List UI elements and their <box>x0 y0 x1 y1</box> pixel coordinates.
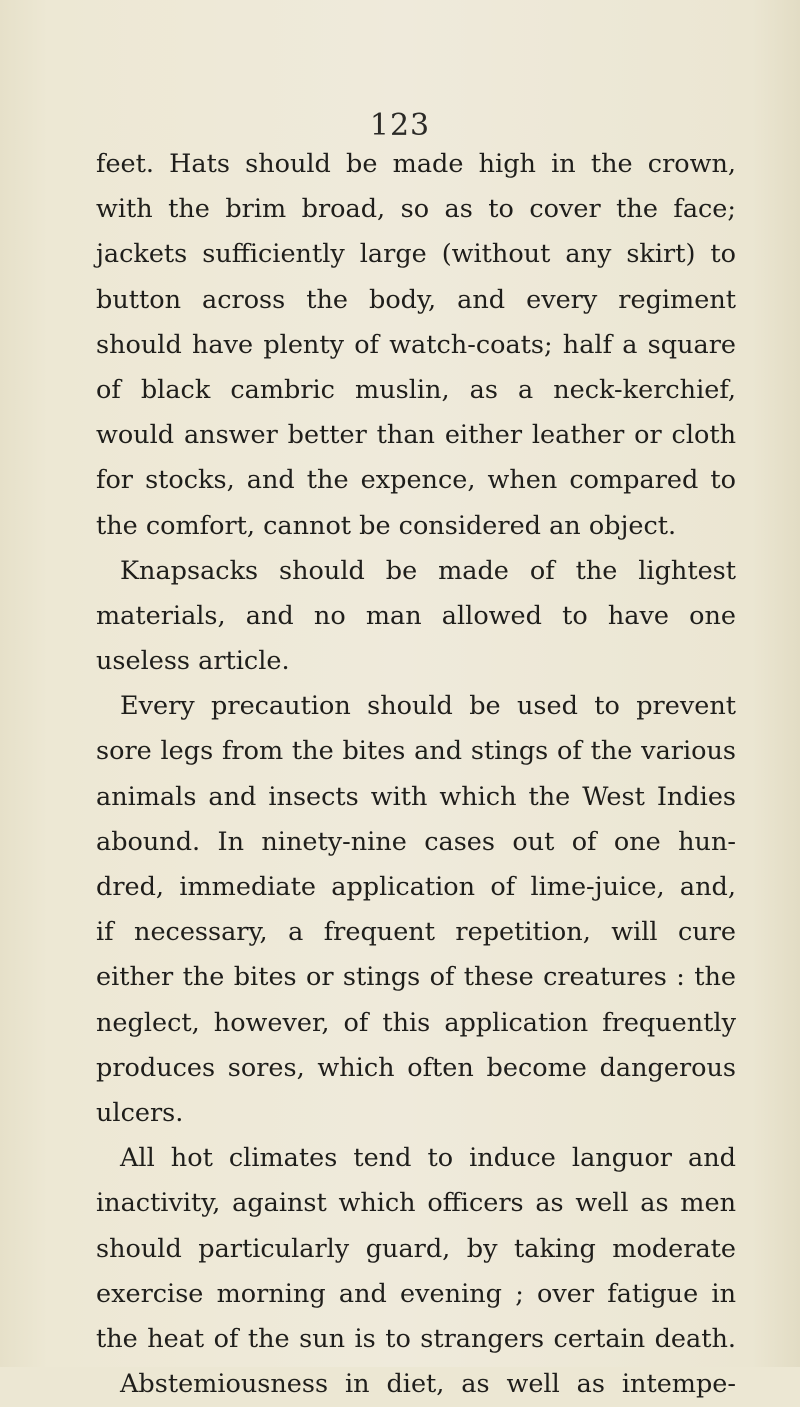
text-line: produces sores, which often become dangerous <box>96 1052 736 1083</box>
text-line: animals and insects with which the West Indies <box>96 781 736 812</box>
text-line: ulcers. <box>96 1097 184 1128</box>
text-line: either the bites or stings of these creatures : the <box>96 962 736 993</box>
text-line: button across the body, and every regiment <box>96 284 736 315</box>
text-line: with the brim broad, so as to cover the face; <box>96 194 736 225</box>
text-line: dred, immediate application of lime-juice, and, <box>96 872 736 902</box>
text-line: should particularly guard, by taking moderate <box>96 1233 736 1264</box>
page-number: 123 <box>369 108 431 143</box>
text-line: for stocks, and the expence, when compared to <box>96 465 736 496</box>
text-line: the heat of the sun is to strangers certain death. <box>96 1323 736 1354</box>
text-line: Abstemiousness in diet, as well as intempe- <box>120 1369 736 1400</box>
text-line: abound. In ninety-nine cases out of one hun- <box>96 826 736 857</box>
text-line: Knapsacks should be made of the lightest <box>120 555 736 586</box>
text-line: exercise morning and evening ; over fatigue in <box>96 1278 736 1309</box>
text-line: materials, and no man allowed to have one <box>96 600 736 631</box>
text-line: sore legs from the bites and stings of the various <box>96 736 736 767</box>
text-line: neglect, however, of this application frequently <box>96 1007 736 1038</box>
text-line: the comfort, cannot be considered an object. <box>96 510 677 541</box>
text-line: should have plenty of watch-coats; half a square <box>96 329 736 360</box>
text-line: of black cambric muslin, as a neck-kerchief, <box>96 374 736 405</box>
text-line: useless article. <box>96 646 290 677</box>
text-line: inactivity, against which officers as well as men <box>96 1188 736 1219</box>
text-line: jackets sufficiently large (without any skirt) to <box>96 239 736 270</box>
text-line: Every precaution should be used to prevent <box>120 691 736 722</box>
body-text <box>96 142 736 1407</box>
text-line: would answer better than either leather or cloth <box>96 420 736 451</box>
text-line: All hot climates tend to induce languor and <box>120 1143 736 1174</box>
text-line: if necessary, a frequent repetition, will cure <box>96 917 736 948</box>
text-line: feet. Hats should be made high in the crown, <box>96 149 736 179</box>
